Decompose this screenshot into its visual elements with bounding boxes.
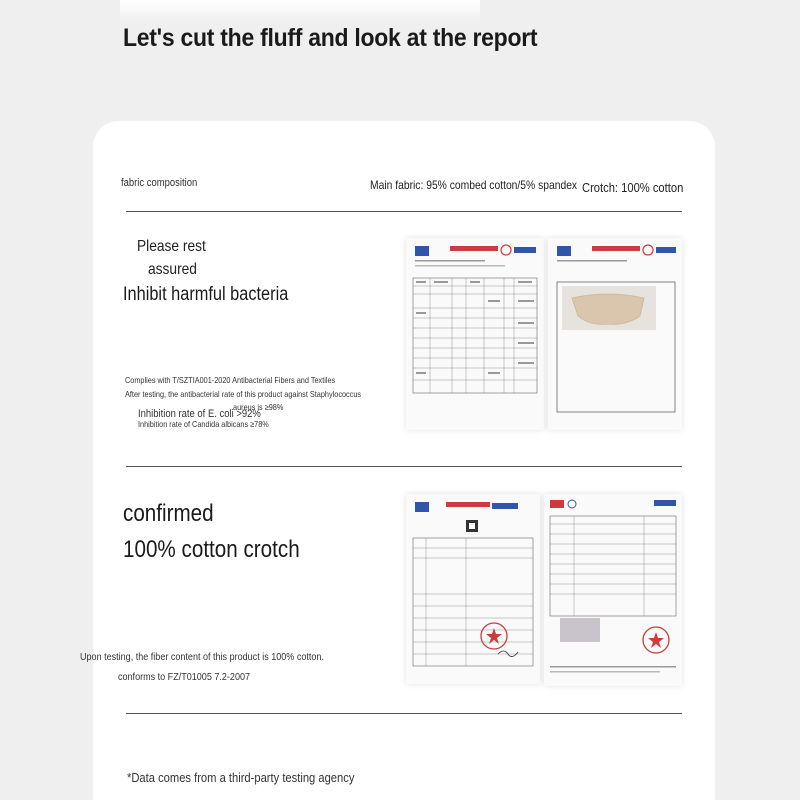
fiber-report-page-2 xyxy=(544,494,682,686)
cotton-detail: Upon testing, the fiber content of this product is 100% cotton. xyxy=(80,651,324,663)
antibacterial-detail: After testing, the antibacterial rate of this product against Staphylococcus xyxy=(125,389,362,399)
candida-rate: Inhibition rate of Candida albicans ≥78% xyxy=(138,419,269,429)
cotton-title-line-1: confirmed xyxy=(123,500,214,527)
fiber-report-page-1 xyxy=(406,494,540,684)
content-card xyxy=(93,121,715,800)
antibacterial-standard: Complies with T/SZTIA001-2020 Antibacterial Fibers and Textiles xyxy=(125,375,336,385)
ecoli-rate: Inhibition rate of E. coli >92% xyxy=(138,408,261,420)
antibacterial-report-page-1 xyxy=(406,238,544,430)
divider-3 xyxy=(126,713,682,714)
composition-label: fabric composition xyxy=(121,177,198,189)
antibacterial-report-page-2 xyxy=(548,238,682,430)
reassure-line-2: assured xyxy=(148,261,197,278)
divider-1 xyxy=(126,211,682,212)
top-fade xyxy=(120,0,480,22)
reassure-line-1: Please rest xyxy=(137,238,206,255)
crotch-fabric-text: Crotch: 100% cotton xyxy=(582,180,684,195)
cotton-title-line-2: 100% cotton crotch xyxy=(123,536,300,563)
staph-rate: aureus is ≥98% xyxy=(233,402,284,412)
footnote: *Data comes from a third-party testing agency xyxy=(127,770,355,785)
main-fabric-text: Main fabric: 95% combed cotton/5% spandex xyxy=(370,178,578,192)
cotton-standard: conforms to FZ/T01005 7.2-2007 xyxy=(118,671,251,683)
antibacterial-title: Inhibit harmful bacteria xyxy=(123,284,289,305)
divider-2 xyxy=(126,466,682,467)
page-title: Let's cut the fluff and look at the report xyxy=(123,24,538,52)
